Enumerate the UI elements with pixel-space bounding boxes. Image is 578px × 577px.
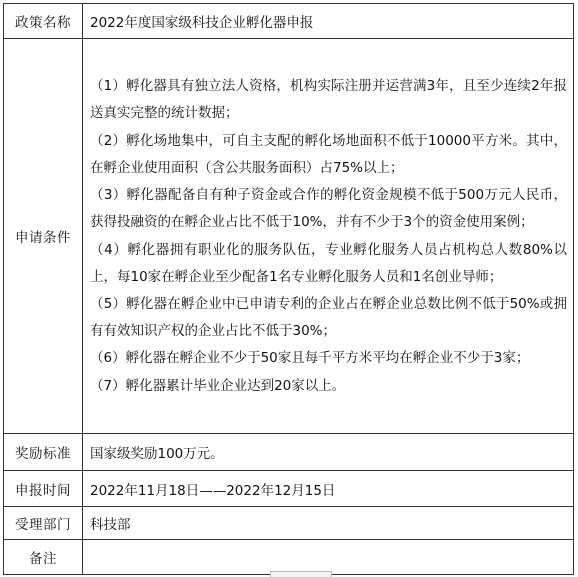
horizontal-scrollbar[interactable] xyxy=(270,571,332,577)
policy-name-value: 2022年度国家级科技企业孵化器申报 xyxy=(83,4,574,39)
table-row-time xyxy=(4,471,574,507)
table-row-reward xyxy=(4,434,574,471)
department-label: 受理部门 xyxy=(4,507,83,540)
condition-item-1: （1）孵化器具有独立法人资格，机构实际注册并运营满3年，且至少连续2年报送真实完整的统计数据； xyxy=(90,78,567,122)
conditions-label: 申请条件 xyxy=(4,39,83,434)
note-label: 备注 xyxy=(4,540,83,575)
policy-table xyxy=(3,3,574,575)
condition-item-7: （7）孵化器累计毕业企业达到20家以上。 xyxy=(90,377,346,394)
reward-label: 奖励标准 xyxy=(4,434,83,471)
condition-item-6: （6）孵化器在孵企业不少于50家且每千平方米平均在孵企业不少于3家； xyxy=(90,350,530,367)
time-value: 2022年11月18日——2022年12月15日 xyxy=(83,471,574,507)
table-row-policy-name xyxy=(4,4,574,39)
conditions-list xyxy=(90,70,567,401)
table-row-department xyxy=(4,507,574,540)
reward-value: 国家级奖励100万元。 xyxy=(83,434,574,471)
condition-item-4: （4）孵化器拥有职业化的服务队伍，专业孵化服务人员占机构总人数80%以上，每10家在孵企业至少配备1名专业孵化服务人员和1名创业导师； xyxy=(90,241,567,285)
policy-name-label: 政策名称 xyxy=(4,4,83,39)
department-value: 科技部 xyxy=(83,507,574,540)
note-value xyxy=(83,540,574,575)
condition-item-2: （2）孵化场地集中，可自主支配的孵化场地面积不低于10000平方米。其中，在孵企业使用面积（含公共服务面积）占75%以上； xyxy=(90,132,567,176)
table-row-note xyxy=(4,540,574,575)
time-label: 申报时间 xyxy=(4,471,83,507)
table-row-conditions xyxy=(4,39,574,434)
conditions-value xyxy=(83,39,574,434)
condition-item-3: （3）孵化器配备自有种子资金或合作的孵化资金规模不低于500万元人民币，获得投融资的在孵企业占比不低于10%，并有不少于3个的资金使用案例； xyxy=(90,187,567,231)
condition-item-5: （5）孵化器在孵企业中已申请专利的企业占在孵企业总数比例不低于50%或拥有有效知识产权的企业占比不低于30%； xyxy=(90,295,567,340)
